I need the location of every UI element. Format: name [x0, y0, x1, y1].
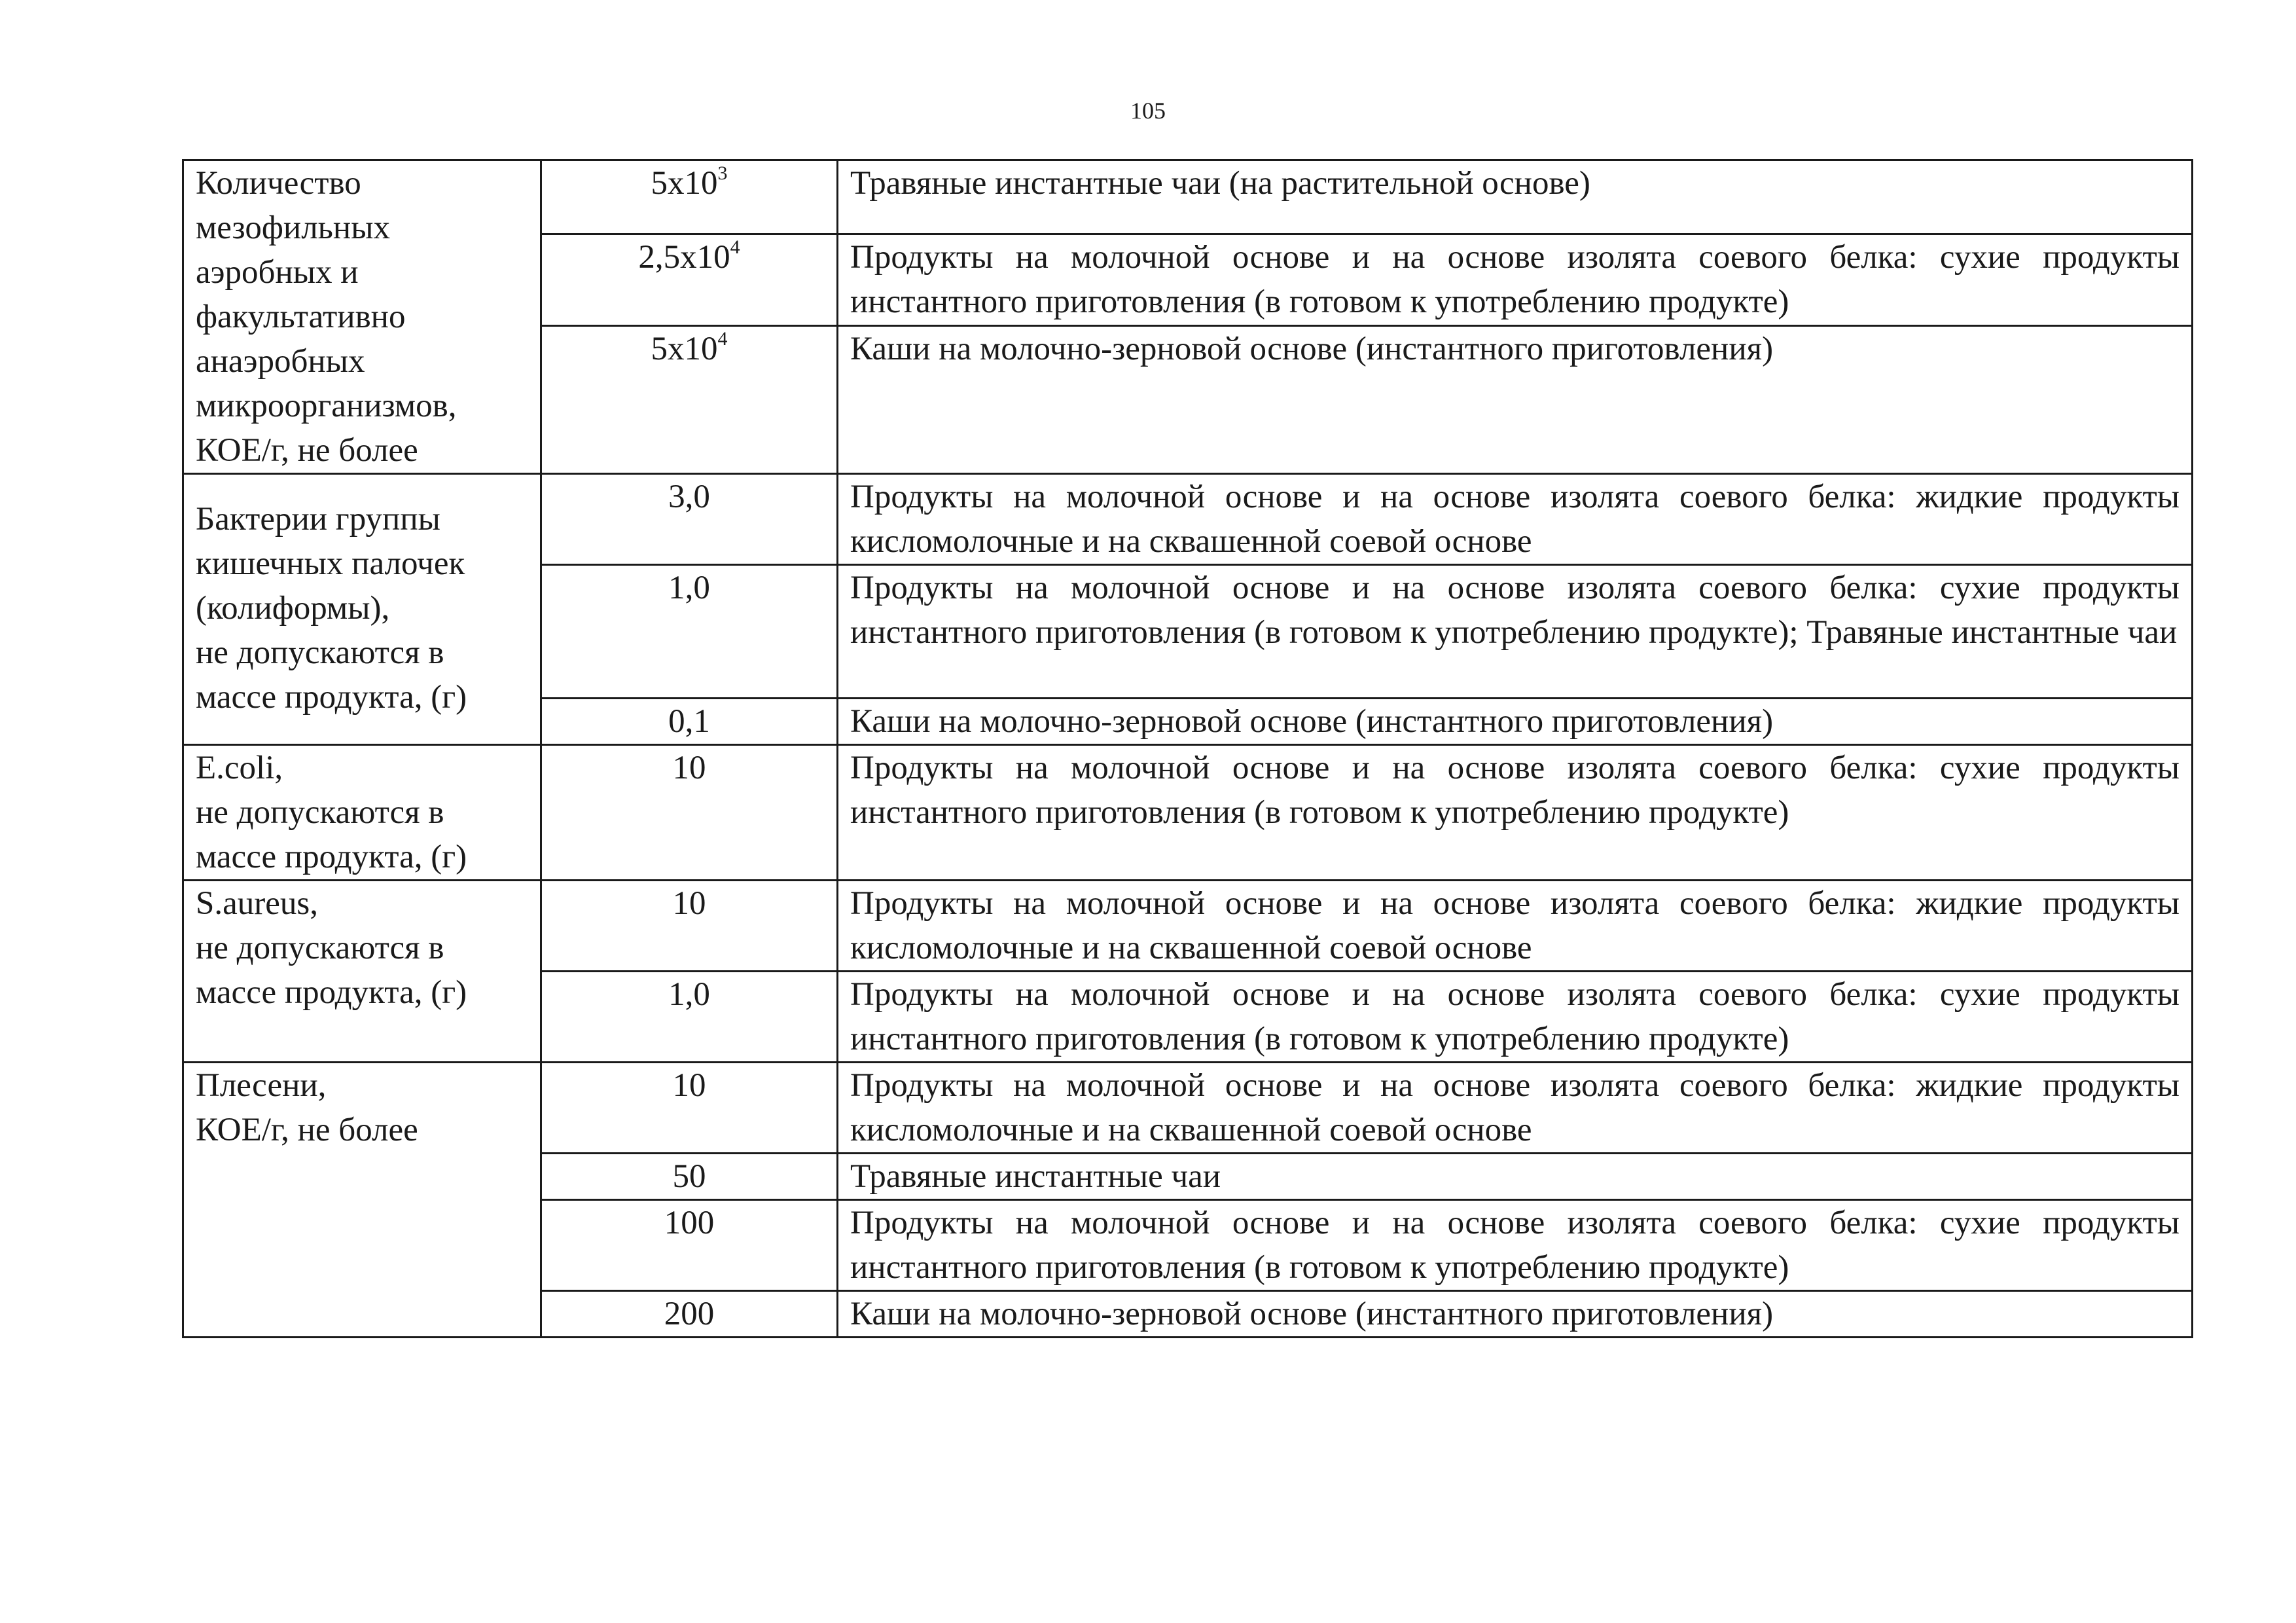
- value-base: 5x10: [651, 165, 718, 202]
- product-cell: Продукты на молочной основе и на основе изолята соевого белка: сухие продукты инстантного приготовления (в готовом к употреблению продукте): [838, 1200, 2193, 1291]
- table-row: [183, 1063, 2193, 1154]
- value-cell: 50: [541, 1154, 838, 1200]
- value-cell: 1,0: [541, 972, 838, 1063]
- value-cell: 10: [541, 881, 838, 972]
- product-cell: Травяные инстантные чаи (на растительной основе): [838, 160, 2193, 234]
- indicator-cell: Бактерии группы кишечных палочек (колиформы), не допускаются в массе продукта, (г): [183, 474, 541, 745]
- product-cell: Каши на молочно-зерновой основе (инстантного приготовления): [838, 1291, 2193, 1338]
- value-cell: 10: [541, 745, 838, 881]
- product-cell: Каши на молочно-зерновой основе (инстантного приготовления): [838, 325, 2193, 473]
- value-cell: [541, 160, 838, 234]
- product-cell: Продукты на молочной основе и на основе изолята соевого белка: жидкие продукты кисломолочные и на сквашенной соевой основе: [838, 881, 2193, 972]
- indicator-cell: Количество мезофильных аэробных и факультативно анаэробных микроорганизмов, КОЕ/г, не более: [183, 160, 541, 474]
- value-cell: 200: [541, 1291, 838, 1338]
- product-cell: Продукты на молочной основе и на основе изолята соевого белка: жидкие продукты кисломолочные и на сквашенной соевой основе: [838, 1063, 2193, 1154]
- table-row: [183, 160, 2193, 234]
- product-cell: Продукты на молочной основе и на основе изолята соевого белка: сухие продукты инстантного приготовления (в готовом к употреблению продукте): [838, 972, 2193, 1063]
- table-row: [183, 745, 2193, 881]
- product-cell: Продукты на молочной основе и на основе изолята соевого белка: сухие продукты инстантного приготовления (в готовом к употреблению продукте): [838, 745, 2193, 881]
- value-cell: 1,0: [541, 565, 838, 699]
- table-row: [183, 474, 2193, 565]
- value-cell: 3,0: [541, 474, 838, 565]
- indicator-cell: Плесени, КОЕ/г, не более: [183, 1063, 541, 1338]
- indicator-cell: E.coli, не допускаются в массе продукта, (г): [183, 745, 541, 881]
- value-cell: 0,1: [541, 699, 838, 745]
- value-exponent: 4: [717, 327, 728, 350]
- product-cell: Продукты на молочной основе и на основе изолята соевого белка: сухие продукты инстантного приготовления (в готовом к употреблению продукте); Травяные инстантные чаи: [838, 565, 2193, 699]
- value-exponent: 4: [730, 236, 740, 259]
- product-cell: Каши на молочно-зерновой основе (инстантного приготовления): [838, 699, 2193, 745]
- value-cell: [541, 325, 838, 473]
- microbiology-norms-table: [182, 159, 2193, 1338]
- product-cell: Продукты на молочной основе и на основе изолята соевого белка: сухие продукты инстантного приготовления (в готовом к употреблению продукте): [838, 234, 2193, 325]
- value-cell: 100: [541, 1200, 838, 1291]
- value-cell: 10: [541, 1063, 838, 1154]
- indicator-cell: S.aureus, не допускаются в массе продукта, (г): [183, 881, 541, 1063]
- page-number: 105: [1130, 98, 1166, 124]
- table-row: [183, 881, 2193, 972]
- value-exponent: 3: [717, 162, 728, 184]
- value-cell: [541, 234, 838, 325]
- product-cell: Травяные инстантные чаи: [838, 1154, 2193, 1200]
- value-base: 5x10: [651, 330, 718, 367]
- product-cell: Продукты на молочной основе и на основе изолята соевого белка: жидкие продукты кисломолочные и на сквашенной соевой основе: [838, 474, 2193, 565]
- value-base: 2,5x10: [638, 239, 730, 276]
